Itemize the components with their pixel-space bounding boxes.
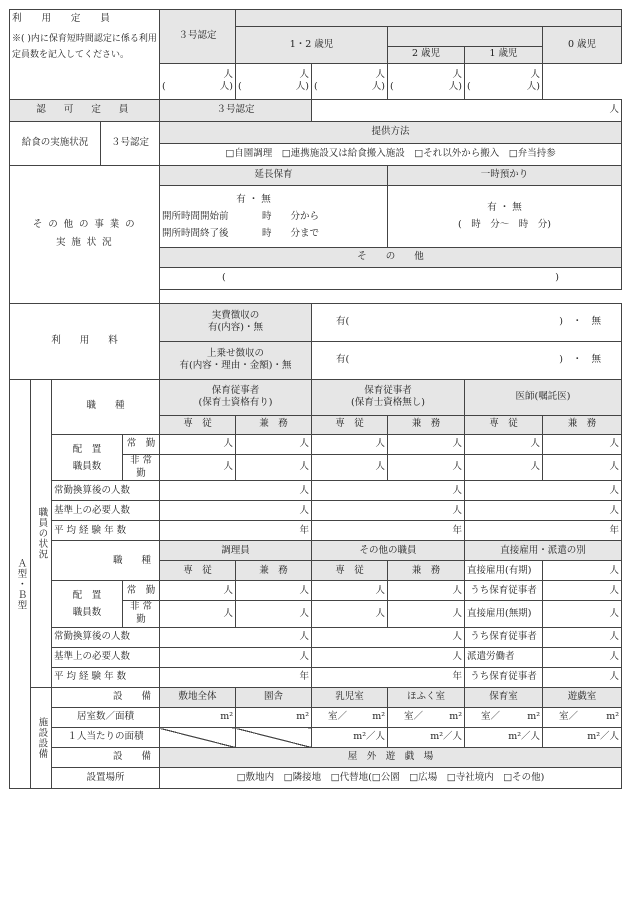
cook-required[interactable]: 人	[160, 648, 312, 668]
cook-avg-years[interactable]: 年	[160, 668, 312, 688]
other-services-spacer	[160, 289, 622, 303]
nq-fte[interactable]: 人	[160, 481, 312, 501]
nu-fulltime: 専 従	[312, 415, 388, 434]
direct-fixed-label: 直接雇用(有期)	[465, 561, 543, 581]
fac-col-crawling: ほふく室	[388, 688, 465, 708]
nursery-unqualified-header: 保育従事者 (保育士資格無し)	[312, 379, 465, 415]
approved-3gou-label: ３号認定	[160, 99, 312, 121]
site-area[interactable]: m²	[160, 708, 236, 728]
os-required[interactable]: 人	[312, 648, 465, 668]
temporary-care-header: 一時預かり	[388, 165, 622, 185]
playroom-per-person[interactable]: m²／人	[543, 728, 622, 748]
nq-pt-regular[interactable]: 人	[236, 434, 312, 454]
os-parttime: 兼 務	[388, 561, 465, 581]
dispatched-nursery-label: うち保育従事者	[465, 668, 543, 688]
equipment-header-2: 設 備	[52, 748, 160, 768]
playground-header: 屋 外 遊 戯 場	[160, 748, 622, 768]
placed-staff-label-2: 配 置 職員数	[52, 581, 123, 628]
doc-ft-nonregular[interactable]: 人	[465, 454, 543, 481]
col-12sai-header: 1・2 歳児	[236, 27, 388, 64]
nq-pt-nonregular[interactable]: 人	[236, 454, 312, 481]
meals-options[interactable]: □自園調理 □連携施設又は給食搬入施設 □それ以外から搬入 □弁当持参	[160, 143, 622, 165]
fees-actual-label: 実費徴収の 有(内容)・無	[160, 303, 312, 341]
direct-fixed-nursery-label: うち保育従事者	[465, 581, 543, 601]
os-ft-regular[interactable]: 人	[312, 581, 388, 601]
building-area[interactable]: m²	[236, 708, 312, 728]
capacity-note: ※( )内に保育短時間認定に係る利用定員数を記入してください。	[12, 33, 157, 60]
equipment-header: 設 備	[52, 688, 160, 708]
os-pt-nonregular[interactable]: 人	[388, 601, 465, 628]
fac-col-infant: 乳児室	[312, 688, 388, 708]
doc-ft-regular[interactable]: 人	[465, 434, 543, 454]
direct-fixed-value[interactable]: 人	[543, 561, 622, 581]
cook-fte[interactable]: 人	[160, 628, 312, 648]
cook-parttime: 兼 務	[236, 561, 312, 581]
doctor-header: 医師(嘱託医)	[465, 379, 622, 415]
rooms-area-label: 居室数／面積	[52, 708, 160, 728]
other-staff-header: その他の職員	[312, 541, 465, 561]
capacity-note-spacer	[10, 63, 160, 99]
direct-indef-label: 直接雇用(無期)	[465, 601, 543, 628]
nu-parttime: 兼 務	[388, 415, 465, 434]
capacity-1sai-value[interactable]: 人 ( 人)	[388, 63, 465, 99]
regular-label-2: 常 勤	[123, 581, 160, 601]
cook-ft-regular[interactable]: 人	[160, 581, 236, 601]
doc-fte[interactable]: 人	[465, 481, 622, 501]
placed-staff-label: 配 置 職員数	[52, 434, 123, 481]
fte-label: 常勤換算後の人数	[52, 481, 160, 501]
cook-header: 調理員	[160, 541, 312, 561]
location-label: 設置場所	[52, 768, 160, 789]
fac-col-site: 敷地全体	[160, 688, 236, 708]
other-services-title: そ の 他 の 事 業 の 実 施 状 況	[10, 165, 160, 303]
fac-col-nursery: 保育室	[465, 688, 543, 708]
dispatched-value[interactable]: 人	[543, 648, 622, 668]
avg-years-label-2: 平 均 経 験 年 数	[52, 668, 160, 688]
doc-avg-years[interactable]: 年	[465, 521, 622, 541]
nursery-qualified-header: 保育従事者 (保育士資格有り)	[160, 379, 312, 415]
staff-section-label: 職員の状況	[31, 379, 52, 687]
fees-extra-label: 上乗せ徴収の 有(内容・理由・金額)・無	[160, 341, 312, 379]
temporary-care-detail[interactable]: 有 ・ 無 ( 時 分～ 時 分)	[388, 185, 622, 247]
avg-years-label: 平 均 経 験 年 数	[52, 521, 160, 541]
required-label-2: 基準上の必要人数	[52, 648, 160, 668]
capacity-title: 利 用 定 員	[12, 13, 116, 24]
nq-ft-regular[interactable]: 人	[160, 434, 236, 454]
infant-rooms[interactable]: 室／ m²	[312, 708, 388, 728]
nq-avg-years[interactable]: 年	[160, 521, 312, 541]
doc-pt-regular[interactable]: 人	[543, 434, 622, 454]
facilities-section-label: 施設設備	[31, 688, 52, 789]
type-ab-label: Ａ型・Ｂ型	[10, 379, 31, 788]
nq-required[interactable]: 人	[160, 501, 312, 521]
cook-ft-nonregular[interactable]: 人	[160, 601, 236, 628]
nu-ft-nonregular[interactable]: 人	[312, 454, 388, 481]
cook-pt-regular[interactable]: 人	[236, 581, 312, 601]
nq-parttime: 兼 務	[236, 415, 312, 434]
nq-fulltime: 専 従	[160, 415, 236, 434]
dispatched-nursery-value[interactable]: 人	[543, 668, 622, 688]
capacity-0sai-value[interactable]: 人 ( 人)	[465, 63, 543, 99]
playroom-rooms[interactable]: 室／ m²	[543, 708, 622, 728]
extended-care-header: 延長保育	[160, 165, 388, 185]
regular-label: 常 勤	[123, 434, 160, 454]
job-type-header: 職 種	[52, 379, 160, 434]
required-label: 基準上の必要人数	[52, 501, 160, 521]
nursery-rooms[interactable]: 室／ m²	[465, 708, 543, 728]
form-page	[9, 0, 621, 789]
nonregular-label: 非 常 勤	[123, 454, 160, 481]
capacity-3gou-value[interactable]: 人 ( 人)	[160, 63, 236, 99]
capacity-12sai-value[interactable]: 人 ( 人)	[236, 63, 312, 99]
building-per-person-na	[236, 728, 312, 748]
nonregular-label-2: 非 常 勤	[123, 601, 160, 628]
capacity-header-blank-2	[388, 27, 543, 47]
direct-indef-nursery-value[interactable]: 人	[543, 628, 622, 648]
doc-fulltime: 専 従	[465, 415, 543, 434]
meals-category: ３号認定	[101, 121, 160, 165]
nu-pt-nonregular[interactable]: 人	[388, 454, 465, 481]
col-3gou-header: ３号認定	[160, 10, 236, 64]
meals-method-header: 提供方法	[160, 121, 622, 143]
job-type-header-2: 職 種	[52, 541, 160, 581]
col-0sai-header: 0 歳児	[543, 27, 622, 64]
per-person-label: １人当たりの面積	[52, 728, 160, 748]
employment-type-header: 直接雇用・派遣の別	[465, 541, 622, 561]
dispatched-label: 派遣労働者	[465, 648, 543, 668]
os-fte[interactable]: 人	[312, 628, 465, 648]
approved-value[interactable]: 人	[312, 99, 622, 121]
cook-pt-nonregular[interactable]: 人	[236, 601, 312, 628]
capacity-2sai-value[interactable]: 人 ( 人)	[312, 63, 388, 99]
nursery-per-person[interactable]: m²／人	[465, 728, 543, 748]
doc-required[interactable]: 人	[465, 501, 622, 521]
other-header: そ の 他	[160, 247, 622, 267]
extended-care-detail[interactable]: 有 ・ 無 開所時間開始前 時 分から 開所時間終了後 時 分まで	[160, 185, 388, 247]
crawling-per-person[interactable]: m²／人	[388, 728, 465, 748]
doc-pt-nonregular[interactable]: 人	[543, 454, 622, 481]
other-detail[interactable]: ( )	[160, 267, 622, 289]
fees-extra-value[interactable]: 有( ) ・ 無	[312, 341, 622, 379]
direct-fixed-nursery-value[interactable]: 人	[543, 581, 622, 601]
fees-title: 利 用 料	[10, 303, 160, 379]
location-options[interactable]: □敷地内 □隣接地 □代替地(□公園 □広場 □寺社境内 □その他)	[160, 768, 622, 789]
os-fulltime: 専 従	[312, 561, 388, 581]
capacity-header-blank	[236, 10, 622, 27]
site-per-person-na	[160, 728, 236, 748]
os-pt-regular[interactable]: 人	[388, 581, 465, 601]
approved-title: 認 可 定 員	[10, 99, 160, 121]
doc-parttime: 兼 務	[543, 415, 622, 434]
nu-avg-years[interactable]: 年	[312, 521, 465, 541]
facility-form-table	[9, 9, 622, 789]
col-1sai-header: 1 歳児	[465, 46, 543, 63]
nq-ft-nonregular[interactable]: 人	[160, 454, 236, 481]
nu-pt-regular[interactable]: 人	[388, 434, 465, 454]
crawling-rooms[interactable]: 室／ m²	[388, 708, 465, 728]
os-avg-years[interactable]: 年	[312, 668, 465, 688]
nu-required[interactable]: 人	[312, 501, 465, 521]
col-2sai-header: 2 歳児	[388, 46, 465, 63]
nu-fte[interactable]: 人	[312, 481, 465, 501]
direct-indef-value[interactable]: 人	[543, 601, 622, 628]
fees-actual-value[interactable]: 有( ) ・ 無	[312, 303, 622, 341]
fte-label-2: 常勤換算後の人数	[52, 628, 160, 648]
nu-ft-regular[interactable]: 人	[312, 434, 388, 454]
capacity-title-cell	[10, 10, 160, 64]
meals-title: 給食の実施状況	[10, 121, 101, 165]
direct-indef-nursery-label: うち保育従事者	[465, 628, 543, 648]
infant-per-person[interactable]: m²／人	[312, 728, 388, 748]
fac-col-playroom: 遊戯室	[543, 688, 622, 708]
os-ft-nonregular[interactable]: 人	[312, 601, 388, 628]
cook-fulltime: 専 従	[160, 561, 236, 581]
fac-col-building: 園舎	[236, 688, 312, 708]
